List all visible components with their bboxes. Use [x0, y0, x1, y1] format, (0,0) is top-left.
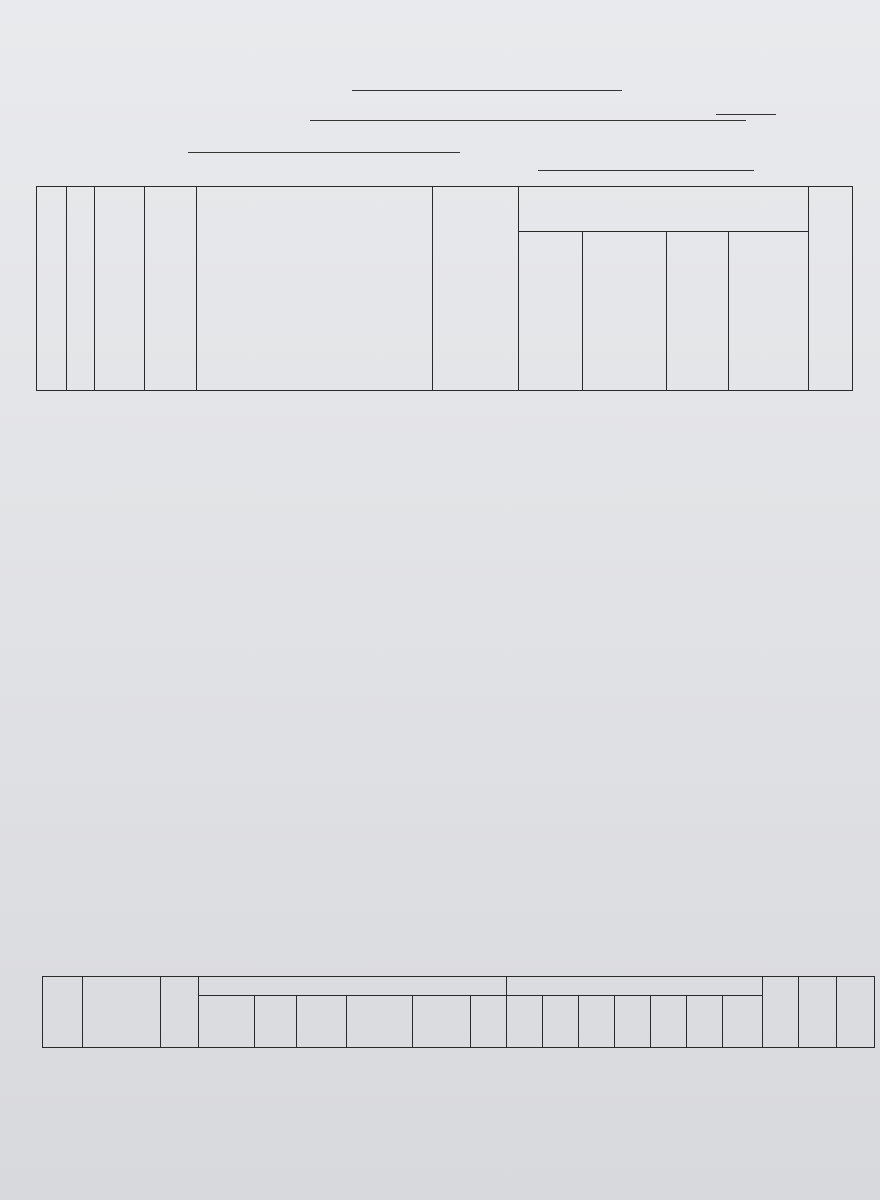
explication-table [36, 186, 853, 391]
c-hdr-litera [43, 977, 83, 1048]
c-hdr-ceiling [297, 996, 347, 1048]
c-hdr-garbage [687, 996, 723, 1048]
c-hdr-electric [507, 996, 543, 1048]
characteristic-table [42, 976, 875, 1048]
c-hdr-height [763, 977, 799, 1048]
c-hdr-volume [837, 977, 875, 1048]
c-hdr-foundation [199, 996, 255, 1048]
c-hdr-water [543, 996, 579, 1048]
c-hdr-roof [347, 996, 413, 1048]
hdr-area-group [519, 187, 809, 232]
c-hdr-name [83, 977, 161, 1048]
hdr-main [519, 232, 583, 391]
c-hdr-walls [255, 996, 297, 1048]
c-hdr-eng-group [507, 977, 763, 996]
c-hdr-year [161, 977, 199, 1048]
hdr-litera [37, 187, 67, 391]
c-hdr-sewer [579, 996, 615, 1048]
c-hdr-floor [413, 996, 471, 1048]
hdr-room-nums [145, 187, 197, 391]
hdr-common [729, 232, 809, 391]
hdr-group-nums [95, 187, 145, 391]
hdr-total-area [433, 187, 519, 391]
c-hdr-heating [723, 996, 763, 1048]
c-hdr-gas [615, 996, 651, 1048]
hdr-summer [667, 232, 729, 391]
c-hdr-stairs [471, 996, 507, 1048]
hdr-purpose [197, 187, 433, 391]
hdr-floor [67, 187, 95, 391]
hdr-aux [583, 232, 667, 391]
c-hdr-desc-group [199, 977, 507, 996]
hdr-notes [809, 187, 853, 391]
c-hdr-lift [651, 996, 687, 1048]
c-hdr-area [799, 977, 837, 1048]
